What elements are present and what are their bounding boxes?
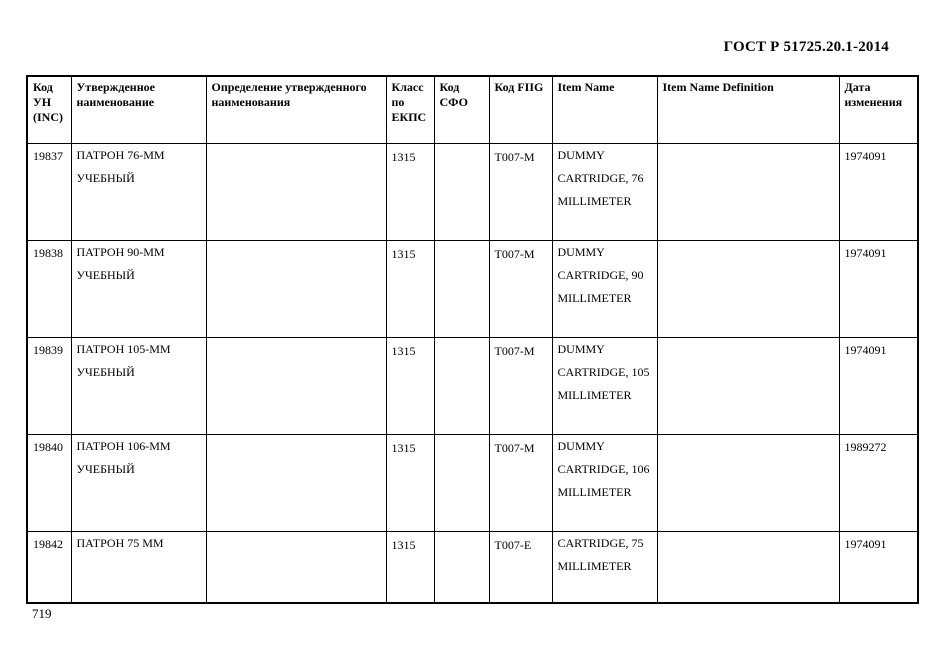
cell-class: 1315 bbox=[386, 144, 434, 241]
cell-sfo bbox=[434, 144, 489, 241]
col-header-approved-name: Утвержденное наименование bbox=[71, 76, 206, 144]
cell-definition bbox=[206, 338, 386, 435]
cell-sfo bbox=[434, 241, 489, 338]
col-header-sfo: Код СФО bbox=[434, 76, 489, 144]
cell-item-name: DUMMY CARTRIDGE, 90 MILLIMETER bbox=[552, 241, 657, 338]
cell-inc: 19837 bbox=[27, 144, 71, 241]
cell-inc: 19838 bbox=[27, 241, 71, 338]
cell-change-date: 1974091 bbox=[839, 241, 918, 338]
cell-class: 1315 bbox=[386, 338, 434, 435]
cell-class: 1315 bbox=[386, 241, 434, 338]
cell-item-name-definition bbox=[657, 144, 839, 241]
col-header-inc: Код УН (INC) bbox=[27, 76, 71, 144]
cell-fiig: T007-E bbox=[489, 532, 552, 603]
cell-sfo bbox=[434, 338, 489, 435]
cell-fiig: T007-M bbox=[489, 435, 552, 532]
col-header-item-name-definition: Item Name Definition bbox=[657, 76, 839, 144]
cell-class: 1315 bbox=[386, 532, 434, 603]
cell-definition bbox=[206, 144, 386, 241]
page-number: 719 bbox=[32, 606, 52, 621]
document-code: ГОСТ Р 51725.20.1-2014 bbox=[723, 39, 889, 55]
cell-item-name-definition bbox=[657, 532, 839, 603]
cell-change-date: 1974091 bbox=[839, 144, 918, 241]
cell-fiig: T007-M bbox=[489, 144, 552, 241]
table-row bbox=[27, 241, 918, 338]
cell-definition bbox=[206, 241, 386, 338]
cell-item-name-definition bbox=[657, 338, 839, 435]
cell-item-name: DUMMY CARTRIDGE, 105 MILLIMETER bbox=[552, 338, 657, 435]
col-header-class: Класс по ЕКПС bbox=[386, 76, 434, 144]
cell-item-name: DUMMY CARTRIDGE, 106 MILLIMETER bbox=[552, 435, 657, 532]
cell-approved-name: ПАТРОН 76-ММ УЧЕБНЫЙ bbox=[71, 144, 206, 241]
table-row bbox=[27, 338, 918, 435]
cell-inc: 19842 bbox=[27, 532, 71, 603]
cell-fiig: T007-M bbox=[489, 241, 552, 338]
cell-approved-name: ПАТРОН 106-ММ УЧЕБНЫЙ bbox=[71, 435, 206, 532]
col-header-item-name: Item Name bbox=[552, 76, 657, 144]
table-row bbox=[27, 144, 918, 241]
cell-approved-name: ПАТРОН 75 ММ bbox=[71, 532, 206, 603]
col-header-fiig: Код FIIG bbox=[489, 76, 552, 144]
cell-inc: 19839 bbox=[27, 338, 71, 435]
cell-sfo bbox=[434, 532, 489, 603]
cell-class: 1315 bbox=[386, 435, 434, 532]
table-header-row bbox=[27, 76, 918, 144]
item-name-table bbox=[26, 75, 919, 604]
cell-change-date: 1974091 bbox=[839, 532, 918, 603]
cell-item-name: DUMMY CARTRIDGE, 76 MILLIMETER bbox=[552, 144, 657, 241]
cell-change-date: 1974091 bbox=[839, 338, 918, 435]
col-header-change-date: Дата изменения bbox=[839, 76, 918, 144]
cell-approved-name: ПАТРОН 105-ММ УЧЕБНЫЙ bbox=[71, 338, 206, 435]
cell-definition bbox=[206, 435, 386, 532]
cell-item-name-definition bbox=[657, 241, 839, 338]
cell-definition bbox=[206, 532, 386, 603]
cell-sfo bbox=[434, 435, 489, 532]
col-header-definition: Определение утвержденного наименования bbox=[206, 76, 386, 144]
cell-change-date: 1989272 bbox=[839, 435, 918, 532]
table-row bbox=[27, 435, 918, 532]
table-row bbox=[27, 532, 918, 603]
cell-inc: 19840 bbox=[27, 435, 71, 532]
cell-item-name-definition bbox=[657, 435, 839, 532]
cell-fiig: T007-M bbox=[489, 338, 552, 435]
cell-item-name: CARTRIDGE, 75 MILLIMETER bbox=[552, 532, 657, 603]
cell-approved-name: ПАТРОН 90-ММ УЧЕБНЫЙ bbox=[71, 241, 206, 338]
